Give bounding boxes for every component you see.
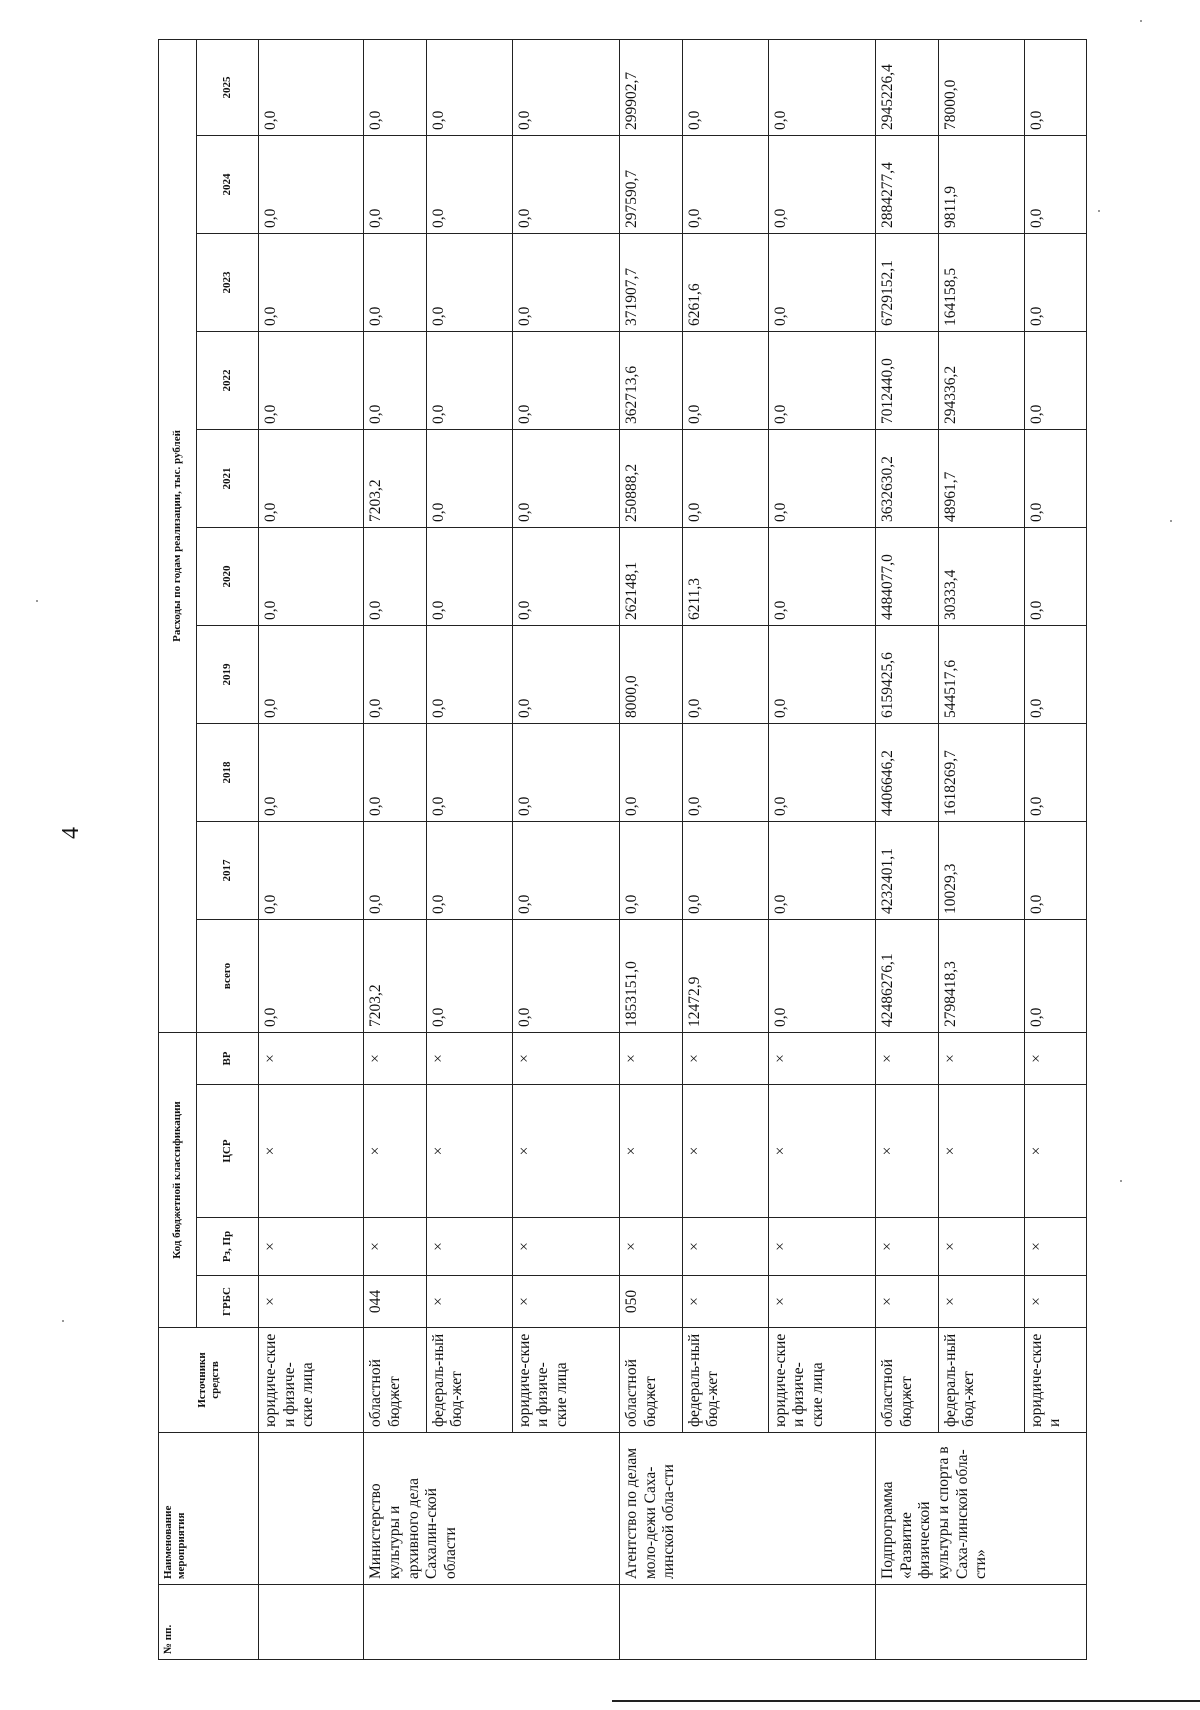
cell-year-value: 299902,7 bbox=[620, 39, 682, 135]
cell-total: 2798418,3 bbox=[938, 920, 1024, 1033]
cell-csr: × bbox=[259, 1085, 364, 1218]
cell-total: 0,0 bbox=[512, 920, 620, 1033]
page-number: 4 bbox=[58, 827, 84, 839]
cell-year-value: 7203,2 bbox=[364, 430, 426, 528]
cell-no bbox=[259, 1585, 364, 1660]
cell-total: 0,0 bbox=[259, 920, 364, 1033]
cell-year-value: 30333,4 bbox=[938, 528, 1024, 626]
cell-year-value: 0,0 bbox=[768, 234, 876, 332]
cell-year-value: 0,0 bbox=[426, 332, 512, 430]
cell-grbs: 050 bbox=[620, 1276, 682, 1328]
cell-no bbox=[364, 1585, 620, 1660]
cell-year-value: 0,0 bbox=[1024, 430, 1086, 528]
scan-speck bbox=[1098, 210, 1100, 212]
cell-total: 12472,9 bbox=[682, 920, 768, 1033]
cell-rz-pr: × bbox=[1024, 1218, 1086, 1276]
cell-name bbox=[259, 1433, 364, 1585]
cell-year-value: 48961,7 bbox=[938, 430, 1024, 528]
header-year: 2024 bbox=[197, 136, 259, 234]
cell-source: юридиче-ские и физиче-ские лица bbox=[259, 1328, 364, 1433]
cell-year-value: 0,0 bbox=[1024, 724, 1086, 822]
cell-year-value: 0,0 bbox=[512, 39, 620, 135]
cell-source: областной бюджет bbox=[620, 1328, 682, 1433]
cell-year-value: 0,0 bbox=[1024, 332, 1086, 430]
cell-year-value: 0,0 bbox=[768, 332, 876, 430]
table-row bbox=[620, 39, 682, 1659]
cell-year-value: 0,0 bbox=[364, 136, 426, 234]
cell-rz-pr: × bbox=[259, 1218, 364, 1276]
cell-rz-pr: × bbox=[876, 1218, 938, 1276]
cell-csr: × bbox=[876, 1085, 938, 1218]
header-year: 2021 bbox=[197, 430, 259, 528]
cell-rz-pr: × bbox=[512, 1218, 620, 1276]
cell-grbs: × bbox=[682, 1276, 768, 1328]
cell-year-value: 0,0 bbox=[512, 234, 620, 332]
cell-year-value: 0,0 bbox=[426, 822, 512, 920]
cell-year-value: 0,0 bbox=[1024, 136, 1086, 234]
cell-rz-pr: × bbox=[682, 1218, 768, 1276]
cell-rz-pr: × bbox=[768, 1218, 876, 1276]
budget-table bbox=[158, 39, 1087, 1660]
header-csr: ЦСР bbox=[197, 1085, 259, 1218]
cell-year-value: 6729152,1 bbox=[876, 234, 938, 332]
cell-no bbox=[620, 1585, 876, 1660]
header-vr: ВР bbox=[197, 1033, 259, 1085]
cell-year-value: 371907,7 bbox=[620, 234, 682, 332]
cell-source: федераль-ный бюд-жет bbox=[938, 1328, 1024, 1433]
cell-year-value: 0,0 bbox=[620, 724, 682, 822]
cell-no bbox=[876, 1585, 1087, 1660]
cell-vr: × bbox=[620, 1033, 682, 1085]
cell-total: 7203,2 bbox=[364, 920, 426, 1033]
cell-year-value: 2884277,4 bbox=[876, 136, 938, 234]
table-row bbox=[364, 39, 426, 1659]
header-year: 2018 bbox=[197, 724, 259, 822]
cell-year-value: 0,0 bbox=[768, 626, 876, 724]
cell-year-value: 0,0 bbox=[364, 822, 426, 920]
cell-vr: × bbox=[426, 1033, 512, 1085]
cell-year-value: 0,0 bbox=[426, 724, 512, 822]
cell-year-value: 0,0 bbox=[620, 822, 682, 920]
scan-speck bbox=[62, 1320, 64, 1322]
header-year: 2020 bbox=[197, 528, 259, 626]
cell-year-value: 0,0 bbox=[512, 724, 620, 822]
cell-year-value: 294336,2 bbox=[938, 332, 1024, 430]
cell-year-value: 0,0 bbox=[364, 39, 426, 135]
cell-year-value: 6211,3 bbox=[682, 528, 768, 626]
cell-csr: × bbox=[512, 1085, 620, 1218]
cell-source: областной бюджет bbox=[876, 1328, 938, 1433]
cell-year-value: 0,0 bbox=[682, 136, 768, 234]
cell-year-value: 0,0 bbox=[364, 234, 426, 332]
header-year: 2017 bbox=[197, 822, 259, 920]
cell-grbs: × bbox=[512, 1276, 620, 1328]
cell-year-value: 3632630,2 bbox=[876, 430, 938, 528]
cell-year-value: 0,0 bbox=[512, 332, 620, 430]
cell-year-value: 10029,3 bbox=[938, 822, 1024, 920]
header-expenses: Расходы по годам реализации, тыс. рублей bbox=[159, 39, 197, 1032]
cell-year-value: 0,0 bbox=[259, 332, 364, 430]
table-row bbox=[768, 39, 876, 1659]
header-year: 2023 bbox=[197, 234, 259, 332]
scan-speck bbox=[36, 600, 38, 602]
cell-vr: × bbox=[1024, 1033, 1086, 1085]
cell-grbs: × bbox=[876, 1276, 938, 1328]
bottom-rule bbox=[612, 1700, 1200, 1702]
header-rz-pr: Рз, Пр bbox=[197, 1218, 259, 1276]
cell-name: Агентство по делам моло-дежи Саха-линской обла-сти bbox=[620, 1433, 876, 1585]
cell-grbs: × bbox=[938, 1276, 1024, 1328]
cell-csr: × bbox=[364, 1085, 426, 1218]
cell-year-value: 0,0 bbox=[512, 528, 620, 626]
header-year: 2025 bbox=[197, 39, 259, 135]
cell-year-value: 9811,9 bbox=[938, 136, 1024, 234]
table-row bbox=[876, 39, 938, 1659]
cell-year-value: 0,0 bbox=[682, 724, 768, 822]
cell-vr: × bbox=[364, 1033, 426, 1085]
header-year: 2022 bbox=[197, 332, 259, 430]
cell-vr: × bbox=[259, 1033, 364, 1085]
cell-year-value: 4484077,0 bbox=[876, 528, 938, 626]
cell-year-value: 78000,0 bbox=[938, 39, 1024, 135]
table-row bbox=[1024, 39, 1086, 1659]
cell-year-value: 362713,6 bbox=[620, 332, 682, 430]
cell-source: юридиче-ские и физиче-ские лица bbox=[768, 1328, 876, 1433]
cell-year-value: 0,0 bbox=[682, 332, 768, 430]
cell-name: Подпрограмма «Развитие физической культуры и спорта в Саха-линской обла-сти» bbox=[876, 1433, 1087, 1585]
cell-year-value: 0,0 bbox=[364, 332, 426, 430]
budget-table-rotated bbox=[158, 40, 1087, 1660]
cell-year-value: 6159425,6 bbox=[876, 626, 938, 724]
cell-total: 0,0 bbox=[1024, 920, 1086, 1033]
header-budget-code: Код бюджетной классификации bbox=[159, 1033, 197, 1328]
cell-year-value: 0,0 bbox=[364, 528, 426, 626]
table-row bbox=[512, 39, 620, 1659]
cell-csr: × bbox=[1024, 1085, 1086, 1218]
cell-year-value: 0,0 bbox=[1024, 39, 1086, 135]
cell-csr: × bbox=[768, 1085, 876, 1218]
cell-year-value: 164158,5 bbox=[938, 234, 1024, 332]
cell-rz-pr: × bbox=[426, 1218, 512, 1276]
cell-csr: × bbox=[426, 1085, 512, 1218]
scan-speck bbox=[1170, 520, 1172, 522]
cell-year-value: 0,0 bbox=[512, 136, 620, 234]
cell-year-value: 0,0 bbox=[682, 822, 768, 920]
cell-year-value: 0,0 bbox=[768, 39, 876, 135]
cell-rz-pr: × bbox=[620, 1218, 682, 1276]
cell-year-value: 0,0 bbox=[768, 724, 876, 822]
cell-year-value: 544517,6 bbox=[938, 626, 1024, 724]
scan-speck bbox=[1120, 1180, 1122, 1182]
table-row bbox=[682, 39, 768, 1659]
cell-csr: × bbox=[682, 1085, 768, 1218]
header-source: Источники средств bbox=[159, 1328, 259, 1433]
cell-year-value: 0,0 bbox=[259, 234, 364, 332]
cell-year-value: 0,0 bbox=[512, 430, 620, 528]
cell-year-value: 0,0 bbox=[768, 430, 876, 528]
cell-year-value: 0,0 bbox=[426, 234, 512, 332]
cell-source: юридиче-ские и физиче-ские лица bbox=[512, 1328, 620, 1433]
cell-vr: × bbox=[512, 1033, 620, 1085]
cell-year-value: 0,0 bbox=[512, 822, 620, 920]
cell-year-value: 0,0 bbox=[1024, 234, 1086, 332]
header-year: 2019 bbox=[197, 626, 259, 724]
cell-source: федераль-ный бюд-жет bbox=[426, 1328, 512, 1433]
cell-name: Министерство культуры и архивного дела Сахалин-ской области bbox=[364, 1433, 620, 1585]
table-row bbox=[259, 39, 364, 1659]
cell-year-value: 0,0 bbox=[259, 822, 364, 920]
cell-source: областной бюджет bbox=[364, 1328, 426, 1433]
cell-source: федераль-ный бюд-жет bbox=[682, 1328, 768, 1433]
cell-year-value: 0,0 bbox=[259, 724, 364, 822]
cell-grbs: × bbox=[259, 1276, 364, 1328]
cell-year-value: 0,0 bbox=[259, 136, 364, 234]
header-grbs: ГРБС bbox=[197, 1276, 259, 1328]
cell-vr: × bbox=[876, 1033, 938, 1085]
cell-year-value: 0,0 bbox=[682, 430, 768, 528]
cell-year-value: 0,0 bbox=[1024, 626, 1086, 724]
cell-year-value: 0,0 bbox=[364, 724, 426, 822]
cell-year-value: 0,0 bbox=[768, 136, 876, 234]
cell-year-value: 0,0 bbox=[259, 528, 364, 626]
cell-year-value: 0,0 bbox=[768, 528, 876, 626]
cell-year-value: 0,0 bbox=[1024, 822, 1086, 920]
cell-year-value: 0,0 bbox=[259, 626, 364, 724]
cell-year-value: 0,0 bbox=[259, 430, 364, 528]
cell-year-value: 0,0 bbox=[426, 136, 512, 234]
cell-year-value: 0,0 bbox=[682, 626, 768, 724]
cell-year-value: 262148,1 bbox=[620, 528, 682, 626]
cell-year-value: 0,0 bbox=[768, 822, 876, 920]
cell-year-value: 1618269,7 bbox=[938, 724, 1024, 822]
cell-year-value: 0,0 bbox=[426, 39, 512, 135]
cell-year-value: 0,0 bbox=[364, 626, 426, 724]
cell-csr: × bbox=[620, 1085, 682, 1218]
cell-year-value: 6261,6 bbox=[682, 234, 768, 332]
cell-year-value: 4232401,1 bbox=[876, 822, 938, 920]
table-row bbox=[938, 39, 1024, 1659]
cell-year-value: 4406646,2 bbox=[876, 724, 938, 822]
cell-grbs: × bbox=[768, 1276, 876, 1328]
header-no: № пп. bbox=[159, 1585, 259, 1660]
scan-speck bbox=[1140, 20, 1142, 22]
cell-year-value: 7012440,0 bbox=[876, 332, 938, 430]
cell-grbs: × bbox=[1024, 1276, 1086, 1328]
cell-year-value: 0,0 bbox=[1024, 528, 1086, 626]
cell-year-value: 0,0 bbox=[682, 39, 768, 135]
cell-year-value: 297590,7 bbox=[620, 136, 682, 234]
cell-rz-pr: × bbox=[364, 1218, 426, 1276]
cell-year-value: 250888,2 bbox=[620, 430, 682, 528]
cell-total: 0,0 bbox=[768, 920, 876, 1033]
cell-year-value: 8000,0 bbox=[620, 626, 682, 724]
cell-year-value: 0,0 bbox=[259, 39, 364, 135]
cell-year-value: 2945226,4 bbox=[876, 39, 938, 135]
header-name: Наименование мероприятия bbox=[159, 1433, 259, 1585]
cell-year-value: 0,0 bbox=[426, 528, 512, 626]
cell-vr: × bbox=[682, 1033, 768, 1085]
cell-grbs: 044 bbox=[364, 1276, 426, 1328]
header-total: всего bbox=[197, 920, 259, 1033]
cell-total: 0,0 bbox=[426, 920, 512, 1033]
cell-year-value: 0,0 bbox=[512, 626, 620, 724]
cell-source: юридиче-ские и bbox=[1024, 1328, 1086, 1433]
cell-csr: × bbox=[938, 1085, 1024, 1218]
cell-vr: × bbox=[938, 1033, 1024, 1085]
cell-total: 42486276,1 bbox=[876, 920, 938, 1033]
cell-vr: × bbox=[768, 1033, 876, 1085]
cell-year-value: 0,0 bbox=[426, 430, 512, 528]
table-row bbox=[426, 39, 512, 1659]
cell-total: 1853151,0 bbox=[620, 920, 682, 1033]
cell-grbs: × bbox=[426, 1276, 512, 1328]
cell-rz-pr: × bbox=[938, 1218, 1024, 1276]
cell-year-value: 0,0 bbox=[426, 626, 512, 724]
